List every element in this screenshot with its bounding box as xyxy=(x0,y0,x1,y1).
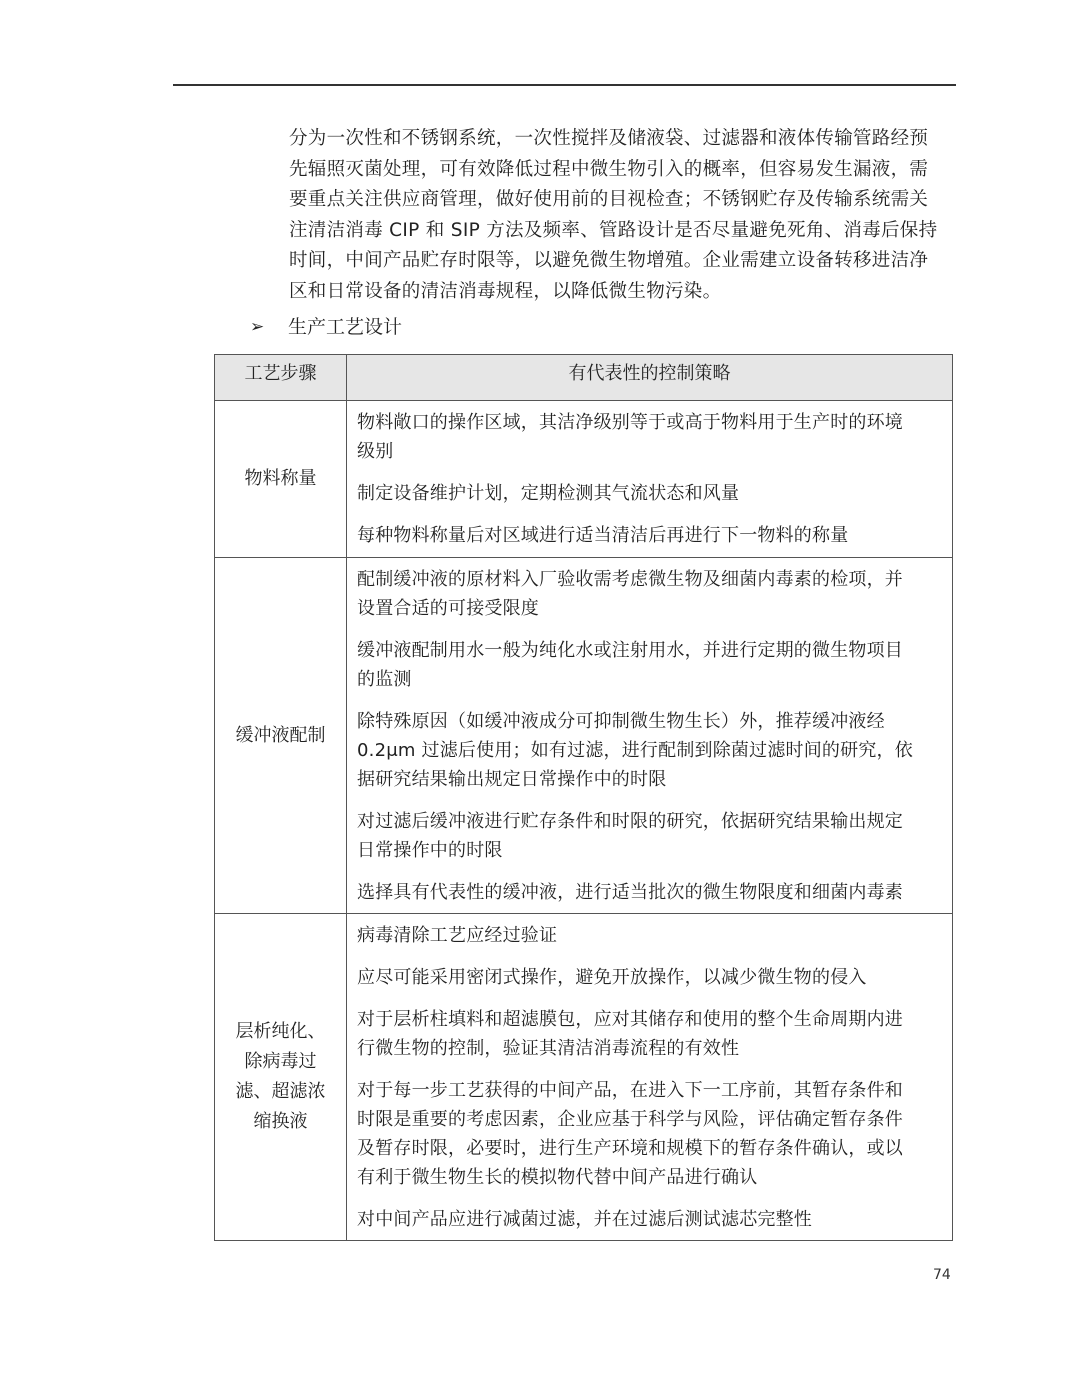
strategy-item xyxy=(357,565,944,623)
strategy-item xyxy=(357,636,944,694)
item-line: 据研究结果输出规定日常操作中的时限 xyxy=(357,768,667,790)
section-heading xyxy=(250,312,402,342)
item-line: 对于层析柱填料和超滤膜包，应对其储存和使用的整个生命周期内进 xyxy=(357,1008,903,1030)
table-row xyxy=(215,558,953,914)
paragraph-line: 先辐照灭菌处理，可有效降低过程中微生物引入的概率，但容易发生漏液，需 xyxy=(289,158,929,180)
paragraph-line: 注清洁消毒 CIP 和 SIP 方法及频率、管路设计是否尽量避免死角、消毒后保持 xyxy=(289,219,938,241)
table-header-row xyxy=(215,355,953,401)
strategy-cell xyxy=(347,914,953,1241)
header-rule xyxy=(173,84,956,86)
strategy-item xyxy=(357,521,944,550)
item-line: 对中间产品应进行减菌过滤，并在过滤后测试滤芯完整性 xyxy=(357,1208,812,1230)
table-row xyxy=(215,401,953,558)
step-cell xyxy=(215,914,347,1241)
paragraph-line: 要重点关注供应商管理，做好使用前的目视检查；不锈钢贮存及传输系统需关 xyxy=(289,189,929,210)
item-line: 及暂存时限，必要时，进行生产环境和规模下的暂存条件确认，或以 xyxy=(357,1137,903,1159)
strategy-cell xyxy=(347,401,953,558)
item-line: 对于每一步工艺获得的中间产品，在进入下一工序前，其暂存条件和 xyxy=(357,1079,903,1101)
strategy-cell xyxy=(347,558,953,914)
table-body xyxy=(215,401,953,1241)
step-cell xyxy=(215,558,347,914)
item-line: 病毒清除工艺应经过验证 xyxy=(357,924,558,946)
arrow-bullet-icon: ➢ xyxy=(250,317,265,337)
step-line: 缩换液 xyxy=(253,1111,308,1132)
item-line: 的监测 xyxy=(357,668,412,690)
step-line: 物料称量 xyxy=(244,468,317,489)
strategy-item xyxy=(357,1005,944,1063)
strategy-item xyxy=(357,878,944,907)
paragraph-line: 时间，中间产品贮存时限等，以避免微生物增殖。企业需建立设备转移进洁净 xyxy=(289,250,929,271)
item-line: 选择具有代表性的缓冲液，进行适当批次的微生物限度和细菌内毒素 xyxy=(357,881,903,903)
section-heading-text: 生产工艺设计 xyxy=(288,316,403,338)
item-line: 时限是重要的考虑因素，企业应基于科学与风险，评估确定暂存条件 xyxy=(357,1108,903,1130)
item-line: 配制缓冲液的原材料入厂验收需考虑微生物及细菌内毒素的检项，并 xyxy=(357,568,903,590)
strategy-item xyxy=(357,1205,944,1234)
item-line: 0.2μm 过滤后使用；如有过滤，进行配制到除菌过滤时间的研究，依 xyxy=(357,739,913,761)
header-strategy: 有代表性的控制策略 xyxy=(347,355,953,401)
item-line: 级别 xyxy=(357,441,394,462)
item-line: 每种物料称量后对区域进行适当清洁后再进行下一物料的称量 xyxy=(357,525,849,546)
header-step: 工艺步骤 xyxy=(215,355,347,401)
strategy-item xyxy=(357,408,944,466)
strategy-item xyxy=(357,1076,944,1192)
step-cell xyxy=(215,401,347,558)
page-number: 74 xyxy=(933,1267,951,1283)
item-line: 制定设备维护计划，定期检测其气流状态和风量 xyxy=(357,483,740,504)
item-line: 物料敞口的操作区域，其洁净级别等于或高于物料用于生产时的环境 xyxy=(357,412,903,433)
item-line: 除特殊原因（如缓冲液成分可抑制微生物生长）外，推荐缓冲液经 xyxy=(357,710,885,732)
strategy-item xyxy=(357,479,944,508)
step-line: 缓冲液配制 xyxy=(235,724,326,746)
table-row xyxy=(215,914,953,1241)
item-line: 行微生物的控制，验证其清洁消毒流程的有效性 xyxy=(357,1037,740,1059)
strategy-item xyxy=(357,707,944,794)
item-line: 缓冲液配制用水一般为纯化水或注射用水，并进行定期的微生物项目 xyxy=(357,639,903,661)
item-line: 有利于微生物生长的模拟物代替中间产品进行确认 xyxy=(357,1166,758,1188)
intro-paragraph xyxy=(289,124,952,307)
paragraph-line: 区和日常设备的清洁消毒规程，以降低微生物污染。 xyxy=(289,280,722,302)
item-line: 应尽可能采用密闭式操作，避免开放操作，以减少微生物的侵入 xyxy=(357,966,867,988)
strategy-item xyxy=(357,963,944,992)
item-line: 对过滤后缓冲液进行贮存条件和时限的研究，依据研究结果输出规定 xyxy=(357,810,903,832)
step-line: 滤、超滤浓 xyxy=(235,1081,326,1102)
item-line: 日常操作中的时限 xyxy=(357,839,503,861)
step-line: 除病毒过 xyxy=(244,1051,317,1072)
step-line: 层析纯化、 xyxy=(235,1021,326,1042)
paragraph-line: 分为一次性和不锈钢系统，一次性搅拌及储液袋、过滤器和液体传输管路经预 xyxy=(289,128,929,149)
item-line: 设置合适的可接受限度 xyxy=(357,597,539,619)
strategy-item xyxy=(357,807,944,865)
control-strategy-table xyxy=(214,354,953,1241)
strategy-item xyxy=(357,921,944,950)
